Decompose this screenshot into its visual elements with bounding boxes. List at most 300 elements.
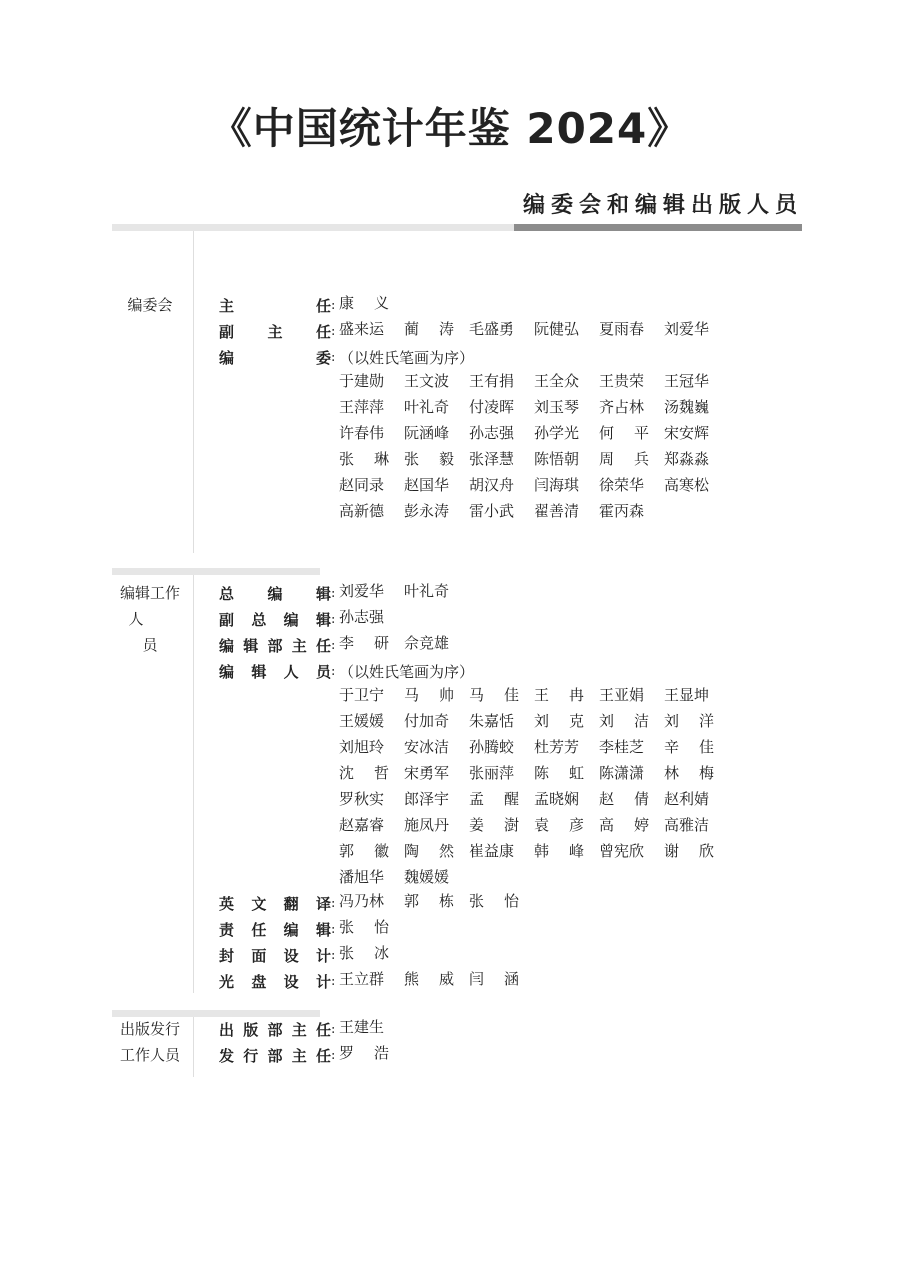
role-char: 研: [373, 634, 389, 652]
name-text: 张丽萍: [469, 764, 515, 782]
role-char: 版: [243, 1020, 259, 1039]
person-name: [534, 736, 599, 762]
name-text: 王有捐: [469, 372, 515, 390]
person-name: [339, 1042, 404, 1068]
person-name: [404, 788, 469, 814]
role-char: 赵: [599, 790, 615, 808]
role-names: [339, 318, 729, 344]
role-char: 主: [291, 1020, 307, 1039]
role-char: 熊: [404, 970, 420, 988]
role-char: 张: [339, 450, 355, 468]
role-char: 琳: [373, 450, 389, 468]
role-char: 张: [469, 892, 485, 910]
role-names: [339, 916, 404, 942]
person-name: [339, 736, 404, 762]
role-title: [219, 635, 331, 656]
person-name: [404, 370, 469, 396]
role-char: 张: [339, 944, 355, 962]
member-row: [339, 396, 729, 422]
role-char: 涵: [503, 970, 519, 988]
role-colon: :: [331, 1047, 336, 1063]
person-name: [339, 448, 404, 474]
role-row: [219, 942, 339, 968]
name-text: 王萍萍: [339, 398, 385, 416]
name-text: 王贵荣: [599, 372, 645, 390]
role-char: 克: [568, 712, 584, 730]
role-char: 人: [283, 662, 299, 681]
role-char: 义: [373, 294, 389, 312]
role-char: 洁: [633, 712, 649, 730]
section-label-editorial-2-text: 人员: [128, 610, 186, 654]
role-colon: :: [331, 297, 336, 313]
role-title: [219, 347, 331, 368]
member-row: [339, 788, 729, 814]
role-char: 平: [633, 424, 649, 442]
role-char: 栋: [438, 892, 454, 910]
role-char: 马: [404, 686, 420, 704]
member-row: [339, 422, 729, 448]
role-char: 设: [283, 972, 299, 991]
role-char: 高: [599, 816, 615, 834]
header-rule-dark: [514, 224, 802, 231]
role-char: 威: [438, 970, 454, 988]
role-char: 英: [219, 894, 235, 913]
person-name: [339, 890, 404, 916]
role-colon: :: [331, 637, 336, 653]
person-name: [339, 762, 404, 788]
name-text: 郑淼淼: [664, 450, 710, 468]
name-text: 宋勇军: [404, 764, 450, 782]
member-row: [339, 840, 729, 866]
person-name: [404, 632, 469, 658]
person-name: [534, 474, 599, 500]
role-names: [339, 580, 469, 606]
role-colon: :: [331, 349, 336, 365]
role-char: 洋: [698, 712, 714, 730]
role-char: 部: [267, 1046, 283, 1065]
role-char: 任: [315, 636, 331, 655]
role-names: [339, 1042, 404, 1068]
role-char: 出: [219, 1020, 235, 1039]
name-text: 郎泽宇: [404, 790, 450, 808]
role-char: 佳: [503, 686, 519, 704]
person-name: [339, 318, 404, 344]
person-name: [404, 448, 469, 474]
name-text: 盛来运: [339, 320, 385, 338]
person-name: [339, 710, 404, 736]
person-name: [599, 422, 664, 448]
header-rule-light: [112, 224, 514, 231]
role-char: 沈: [339, 764, 355, 782]
role-char: 婷: [633, 816, 649, 834]
role-char: 翻: [283, 894, 299, 913]
role-char: 文: [251, 894, 267, 913]
name-text: 王显坤: [664, 686, 710, 704]
member-row: [339, 684, 729, 710]
section-divider-line: [193, 231, 194, 553]
name-text: 王媛媛: [339, 712, 385, 730]
role-char: 副: [219, 322, 235, 341]
role-char: 部: [267, 636, 283, 655]
person-name: [339, 916, 404, 942]
name-text: 徐荣华: [599, 476, 645, 494]
role-row: [219, 1016, 339, 1042]
name-text: 雷小武: [469, 502, 515, 520]
person-name: [534, 500, 599, 526]
person-name: [534, 710, 599, 736]
person-name: [469, 370, 534, 396]
name-text: 齐占林: [599, 398, 645, 416]
person-name: [404, 684, 469, 710]
role-char: 哲: [373, 764, 389, 782]
role-char: 辑: [251, 662, 267, 681]
person-name: [599, 474, 664, 500]
person-name: [664, 396, 729, 422]
person-name: [664, 318, 729, 344]
role-row: [219, 580, 339, 606]
person-name: [469, 762, 534, 788]
role-char: 马: [469, 686, 485, 704]
role-char: 辛: [664, 738, 680, 756]
person-name: [404, 422, 469, 448]
role-char: 兵: [633, 450, 649, 468]
role-char: 主: [267, 322, 283, 341]
person-name: [339, 580, 404, 606]
section-label-editorial-1: 编辑工作: [119, 584, 180, 602]
person-name: [404, 318, 469, 344]
name-text: 刘爱华: [664, 320, 710, 338]
role-char: 帅: [438, 686, 454, 704]
person-name: [339, 422, 404, 448]
role-char: 任: [315, 296, 331, 315]
role-title: [219, 971, 331, 992]
person-name: [469, 788, 534, 814]
section-label-committee: 编委会: [127, 296, 173, 314]
role-char: 袁: [534, 816, 550, 834]
order-note: （以姓氏笔画为序）: [339, 348, 475, 367]
person-name: [534, 396, 599, 422]
name-text: 刘旭玲: [339, 738, 385, 756]
role-char: 然: [438, 842, 454, 860]
name-text: 王立群: [339, 970, 385, 988]
name-text: 朱嘉恬: [469, 712, 515, 730]
name-text: 冯乃林: [339, 892, 385, 910]
member-row: [339, 710, 729, 736]
role-char: 编: [283, 920, 299, 939]
role-colon: :: [331, 585, 336, 601]
name-text: 叶礼奇: [404, 582, 450, 600]
role-char: 译: [315, 894, 331, 913]
person-name: [664, 788, 729, 814]
role-char: 主: [291, 636, 307, 655]
person-name: [339, 968, 404, 994]
section-rule: [112, 568, 320, 575]
name-text: 陈潇潇: [599, 764, 645, 782]
person-name: [469, 422, 534, 448]
role-char: 佳: [698, 738, 714, 756]
role-row: [219, 658, 474, 684]
role-colon: :: [331, 323, 336, 339]
member-row: [339, 814, 729, 840]
role-char: 委: [315, 348, 331, 367]
name-text: 孙志强: [339, 608, 385, 626]
person-name: [339, 606, 404, 632]
name-text: 胡汉舟: [469, 476, 515, 494]
person-name: [534, 318, 599, 344]
person-name: [469, 684, 534, 710]
role-names: [339, 292, 404, 318]
role-char: 王: [534, 686, 550, 704]
order-note: （以姓氏笔画为序）: [339, 662, 475, 681]
person-name: [534, 788, 599, 814]
role-names: [339, 632, 469, 658]
role-names: [339, 606, 404, 632]
role-char: 总: [219, 584, 235, 603]
role-char: 蔺: [404, 320, 420, 338]
person-name: [404, 736, 469, 762]
name-text: 付加奇: [404, 712, 450, 730]
person-name: [664, 474, 729, 500]
person-name: [469, 890, 534, 916]
name-text: 孙志强: [469, 424, 515, 442]
role-row: [219, 318, 339, 344]
role-char: 总: [251, 610, 267, 629]
role-char: 盘: [251, 972, 267, 991]
role-char: 姜: [469, 816, 485, 834]
person-name: [534, 448, 599, 474]
name-text: 赵利婧: [664, 790, 710, 808]
role-names: [339, 890, 534, 916]
role-row: [219, 344, 474, 370]
person-name: [404, 866, 469, 892]
person-name: [404, 840, 469, 866]
role-row: [219, 968, 339, 994]
person-name: [339, 474, 404, 500]
name-text: 王全众: [534, 372, 580, 390]
role-char: 康: [339, 294, 355, 312]
role-char: 徽: [373, 842, 389, 860]
person-name: [469, 840, 534, 866]
role-char: 刘: [664, 712, 680, 730]
role-names: [339, 942, 404, 968]
role-char: 澍: [503, 816, 519, 834]
role-char: 辑: [315, 610, 331, 629]
name-text: 魏媛媛: [404, 868, 450, 886]
name-text: 阮涵峰: [404, 424, 450, 442]
name-text: 毛盛勇: [469, 320, 515, 338]
person-name: [469, 814, 534, 840]
page-title: 《中国统计年鉴 2024》: [209, 104, 691, 153]
role-char: 涛: [438, 320, 454, 338]
role-char: 任: [251, 920, 267, 939]
person-name: [599, 710, 664, 736]
member-row: [339, 370, 729, 396]
section-label-editorial-2: [112, 606, 188, 658]
role-char: 员: [315, 662, 331, 681]
person-name: [339, 866, 404, 892]
person-name: [664, 840, 729, 866]
section-label-publishing-1: 出版发行: [119, 1020, 180, 1038]
name-text: 王建生: [339, 1018, 385, 1036]
person-name: [339, 788, 404, 814]
name-text: 李桂芝: [599, 738, 645, 756]
name-text: 于建勋: [339, 372, 385, 390]
name-text: 高雅洁: [664, 816, 710, 834]
section-divider-line: [193, 1017, 194, 1077]
member-row: [339, 448, 729, 474]
person-name: [599, 788, 664, 814]
role-row: [219, 632, 339, 658]
role-row: [219, 916, 339, 942]
person-name: [339, 814, 404, 840]
role-char: 罗: [339, 1044, 355, 1062]
role-char: 计: [315, 972, 331, 991]
person-name: [599, 840, 664, 866]
role-char: 怡: [373, 918, 389, 936]
name-text: 安冰洁: [404, 738, 450, 756]
name-text: 孟晓娴: [534, 790, 580, 808]
name-text: 曾宪欣: [599, 842, 645, 860]
role-char: 辑: [243, 636, 259, 655]
role-char: 编: [219, 636, 235, 655]
name-text: 阮健弘: [534, 320, 580, 338]
member-row: [339, 500, 664, 526]
page-subtitle: 编委会和编辑出版人员: [522, 193, 803, 218]
role-char: 封: [219, 946, 235, 965]
role-char: 毅: [438, 450, 454, 468]
person-name: [339, 840, 404, 866]
name-text: 孙学光: [534, 424, 580, 442]
person-name: [599, 736, 664, 762]
role-char: 林: [664, 764, 680, 782]
role-row: [219, 1042, 339, 1068]
name-text: 陈悟朝: [534, 450, 580, 468]
section-divider-line: [193, 575, 194, 993]
person-name: [534, 762, 599, 788]
section-label-publishing-2: 工作人员: [119, 1046, 180, 1064]
person-name: [404, 710, 469, 736]
role-char: 周: [599, 450, 615, 468]
role-colon: :: [331, 1021, 336, 1037]
person-name: [339, 396, 404, 422]
person-name: [469, 500, 534, 526]
name-text: 刘爱华: [339, 582, 385, 600]
member-row: [339, 762, 729, 788]
name-text: 汤魏巍: [664, 398, 710, 416]
role-char: 刘: [534, 712, 550, 730]
person-name: [469, 968, 534, 994]
name-text: 崔益康: [469, 842, 515, 860]
role-title: [219, 919, 331, 940]
name-text: 彭永涛: [404, 502, 450, 520]
person-name: [469, 396, 534, 422]
role-colon: :: [331, 973, 336, 989]
person-name: [469, 448, 534, 474]
name-text: 付凌晖: [469, 398, 515, 416]
role-char: 面: [251, 946, 267, 965]
role-char: 张: [404, 450, 420, 468]
role-char: 梅: [698, 764, 714, 782]
name-text: 罗秋实: [339, 790, 385, 808]
name-text: 闫海琪: [534, 476, 580, 494]
role-char: 浩: [373, 1044, 389, 1062]
person-name: [469, 318, 534, 344]
person-name: [404, 580, 469, 606]
name-text: 孙腾蛟: [469, 738, 515, 756]
person-name: [664, 736, 729, 762]
role-char: 主: [291, 1046, 307, 1065]
person-name: [404, 762, 469, 788]
role-title: [219, 1045, 331, 1066]
name-text: 许春伟: [339, 424, 385, 442]
name-text: 赵嘉睿: [339, 816, 385, 834]
name-text: 高新德: [339, 502, 385, 520]
member-row: [339, 866, 469, 892]
role-colon: :: [331, 947, 336, 963]
name-text: 王文波: [404, 372, 450, 390]
role-title: [219, 945, 331, 966]
role-char: 彦: [568, 816, 584, 834]
person-name: [534, 684, 599, 710]
role-char: 计: [315, 946, 331, 965]
role-char: 光: [219, 972, 235, 991]
role-char: 任: [315, 322, 331, 341]
person-name: [534, 840, 599, 866]
name-text: 王冠华: [664, 372, 710, 390]
person-name: [664, 370, 729, 396]
person-name: [664, 762, 729, 788]
name-text: 潘旭华: [339, 868, 385, 886]
person-name: [469, 710, 534, 736]
role-char: 责: [219, 920, 235, 939]
role-colon: :: [331, 921, 336, 937]
role-char: 孟: [469, 790, 485, 808]
name-text: 于卫宁: [339, 686, 385, 704]
role-char: 欣: [698, 842, 714, 860]
role-char: 主: [219, 296, 235, 315]
name-text: 张泽慧: [469, 450, 515, 468]
person-name: [404, 968, 469, 994]
person-name: [599, 370, 664, 396]
role-title: [219, 321, 331, 342]
role-title: [219, 609, 331, 630]
person-name: [599, 448, 664, 474]
role-char: 何: [599, 424, 615, 442]
name-text: 施凤丹: [404, 816, 450, 834]
role-char: 冉: [568, 686, 584, 704]
name-text: 赵国华: [404, 476, 450, 494]
person-name: [469, 474, 534, 500]
role-char: 陈: [534, 764, 550, 782]
role-title: [219, 583, 331, 604]
role-char: 醒: [503, 790, 519, 808]
person-name: [534, 814, 599, 840]
role-char: 峰: [568, 842, 584, 860]
role-row: [219, 890, 339, 916]
person-name: [339, 292, 404, 318]
person-name: [469, 736, 534, 762]
name-text: 王亚娟: [599, 686, 645, 704]
role-char: 怡: [503, 892, 519, 910]
person-name: [404, 814, 469, 840]
role-char: 谢: [664, 842, 680, 860]
role-row: [219, 606, 339, 632]
role-char: 陶: [404, 842, 420, 860]
role-char: 编: [283, 610, 299, 629]
role-char: 副: [219, 610, 235, 629]
person-name: [664, 814, 729, 840]
person-name: [599, 762, 664, 788]
